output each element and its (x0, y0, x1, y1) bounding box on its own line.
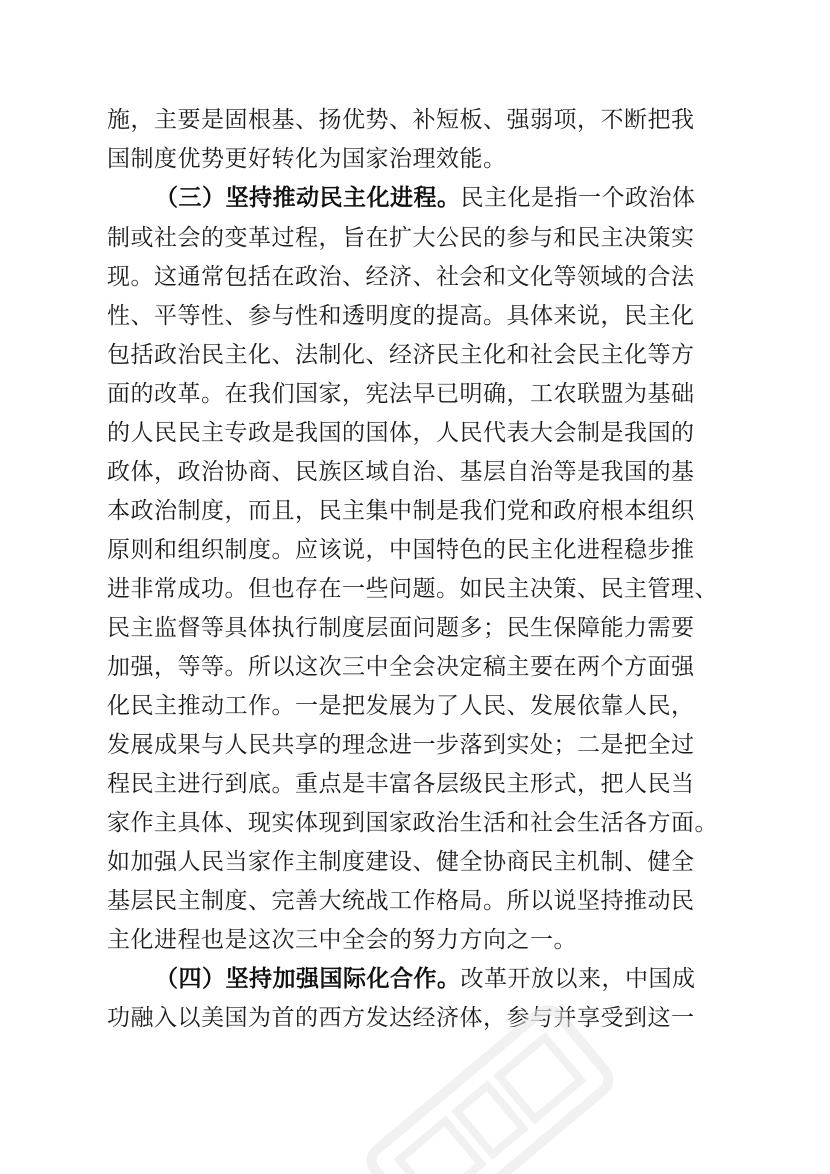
section-heading: （四）坚持加强国际化合作。 (155, 966, 461, 992)
text-line: 现。这通常包括在政治、经济、社会和文化等领域的合法 (107, 264, 695, 290)
text-line: 的人民民主专政是我国的国体，人民代表大会制是我国的 (107, 420, 695, 446)
paragraph-first-line (155, 183, 696, 213)
first-line-rest: 改革开放以来，中国成 (460, 966, 696, 992)
text-line: 面的改革。在我们国家，宪法早已明确，工农联盟为基础 (107, 381, 695, 407)
text-line: 施，主要是固根基、扬优势、补短板、强弱项，不断把我 (107, 107, 695, 133)
text-line: 国制度优势更好转化为国家治理效能。 (107, 146, 507, 172)
text-line: 本政治制度，而且，民主集中制是我们党和政府根本组织 (107, 498, 695, 524)
text-line: 主化进程也是这次三中全会的努力方向之一。 (107, 927, 577, 953)
first-line-rest: 民主化是指一个政治体 (460, 185, 696, 211)
text-line: 家作主具体、现实体现到国家政治生活和社会生活各方面。 (107, 810, 718, 836)
text-line: 加强，等等。所以这次三中全会决定稿主要在两个方面强 (107, 654, 695, 680)
text-line: 化民主推动工作。一是把发展为了人民、发展依靠人民， (107, 693, 695, 719)
text-line: 民主监督等具体执行制度层面问题多；民生保障能力需要 (107, 615, 695, 641)
text-line: 进非常成功。但也存在一些问题。如民主决策、民主管理、 (107, 576, 718, 602)
text-line: 程民主进行到底。重点是丰富各层级民主形式，把人民当 (107, 771, 695, 797)
text-line: 基层民主制度、完善大统战工作格局。所以说坚持推动民 (107, 888, 695, 914)
text-line: 政体，政治协商、民族区域自治、基层自治等是我国的基 (107, 459, 695, 485)
section-heading: （三）坚持推动民主化进程。 (155, 185, 461, 211)
text-line: 发展成果与人民共享的理念进一步落到实处；二是把全过 (107, 732, 695, 758)
text-line: 制或社会的变革过程，旨在扩大公民的参与和民主决策实 (107, 225, 695, 251)
text-line: 性、平等性、参与性和透明度的提高。具体来说，民主化 (107, 303, 695, 329)
text-line: 包括政治民主化、法制化、经济民主化和社会民主化等方 (107, 342, 695, 368)
text-line: 如加强人民当家作主制度建设、健全协商民主机制、健全 (107, 849, 695, 875)
text-line: 原则和组织制度。应该说，中国特色的民主化进程稳步推 (107, 537, 695, 563)
text-line: 功融入以美国为首的西方发达经济体，参与并享受到这一 (107, 1005, 695, 1031)
paragraph-first-line (155, 964, 696, 994)
